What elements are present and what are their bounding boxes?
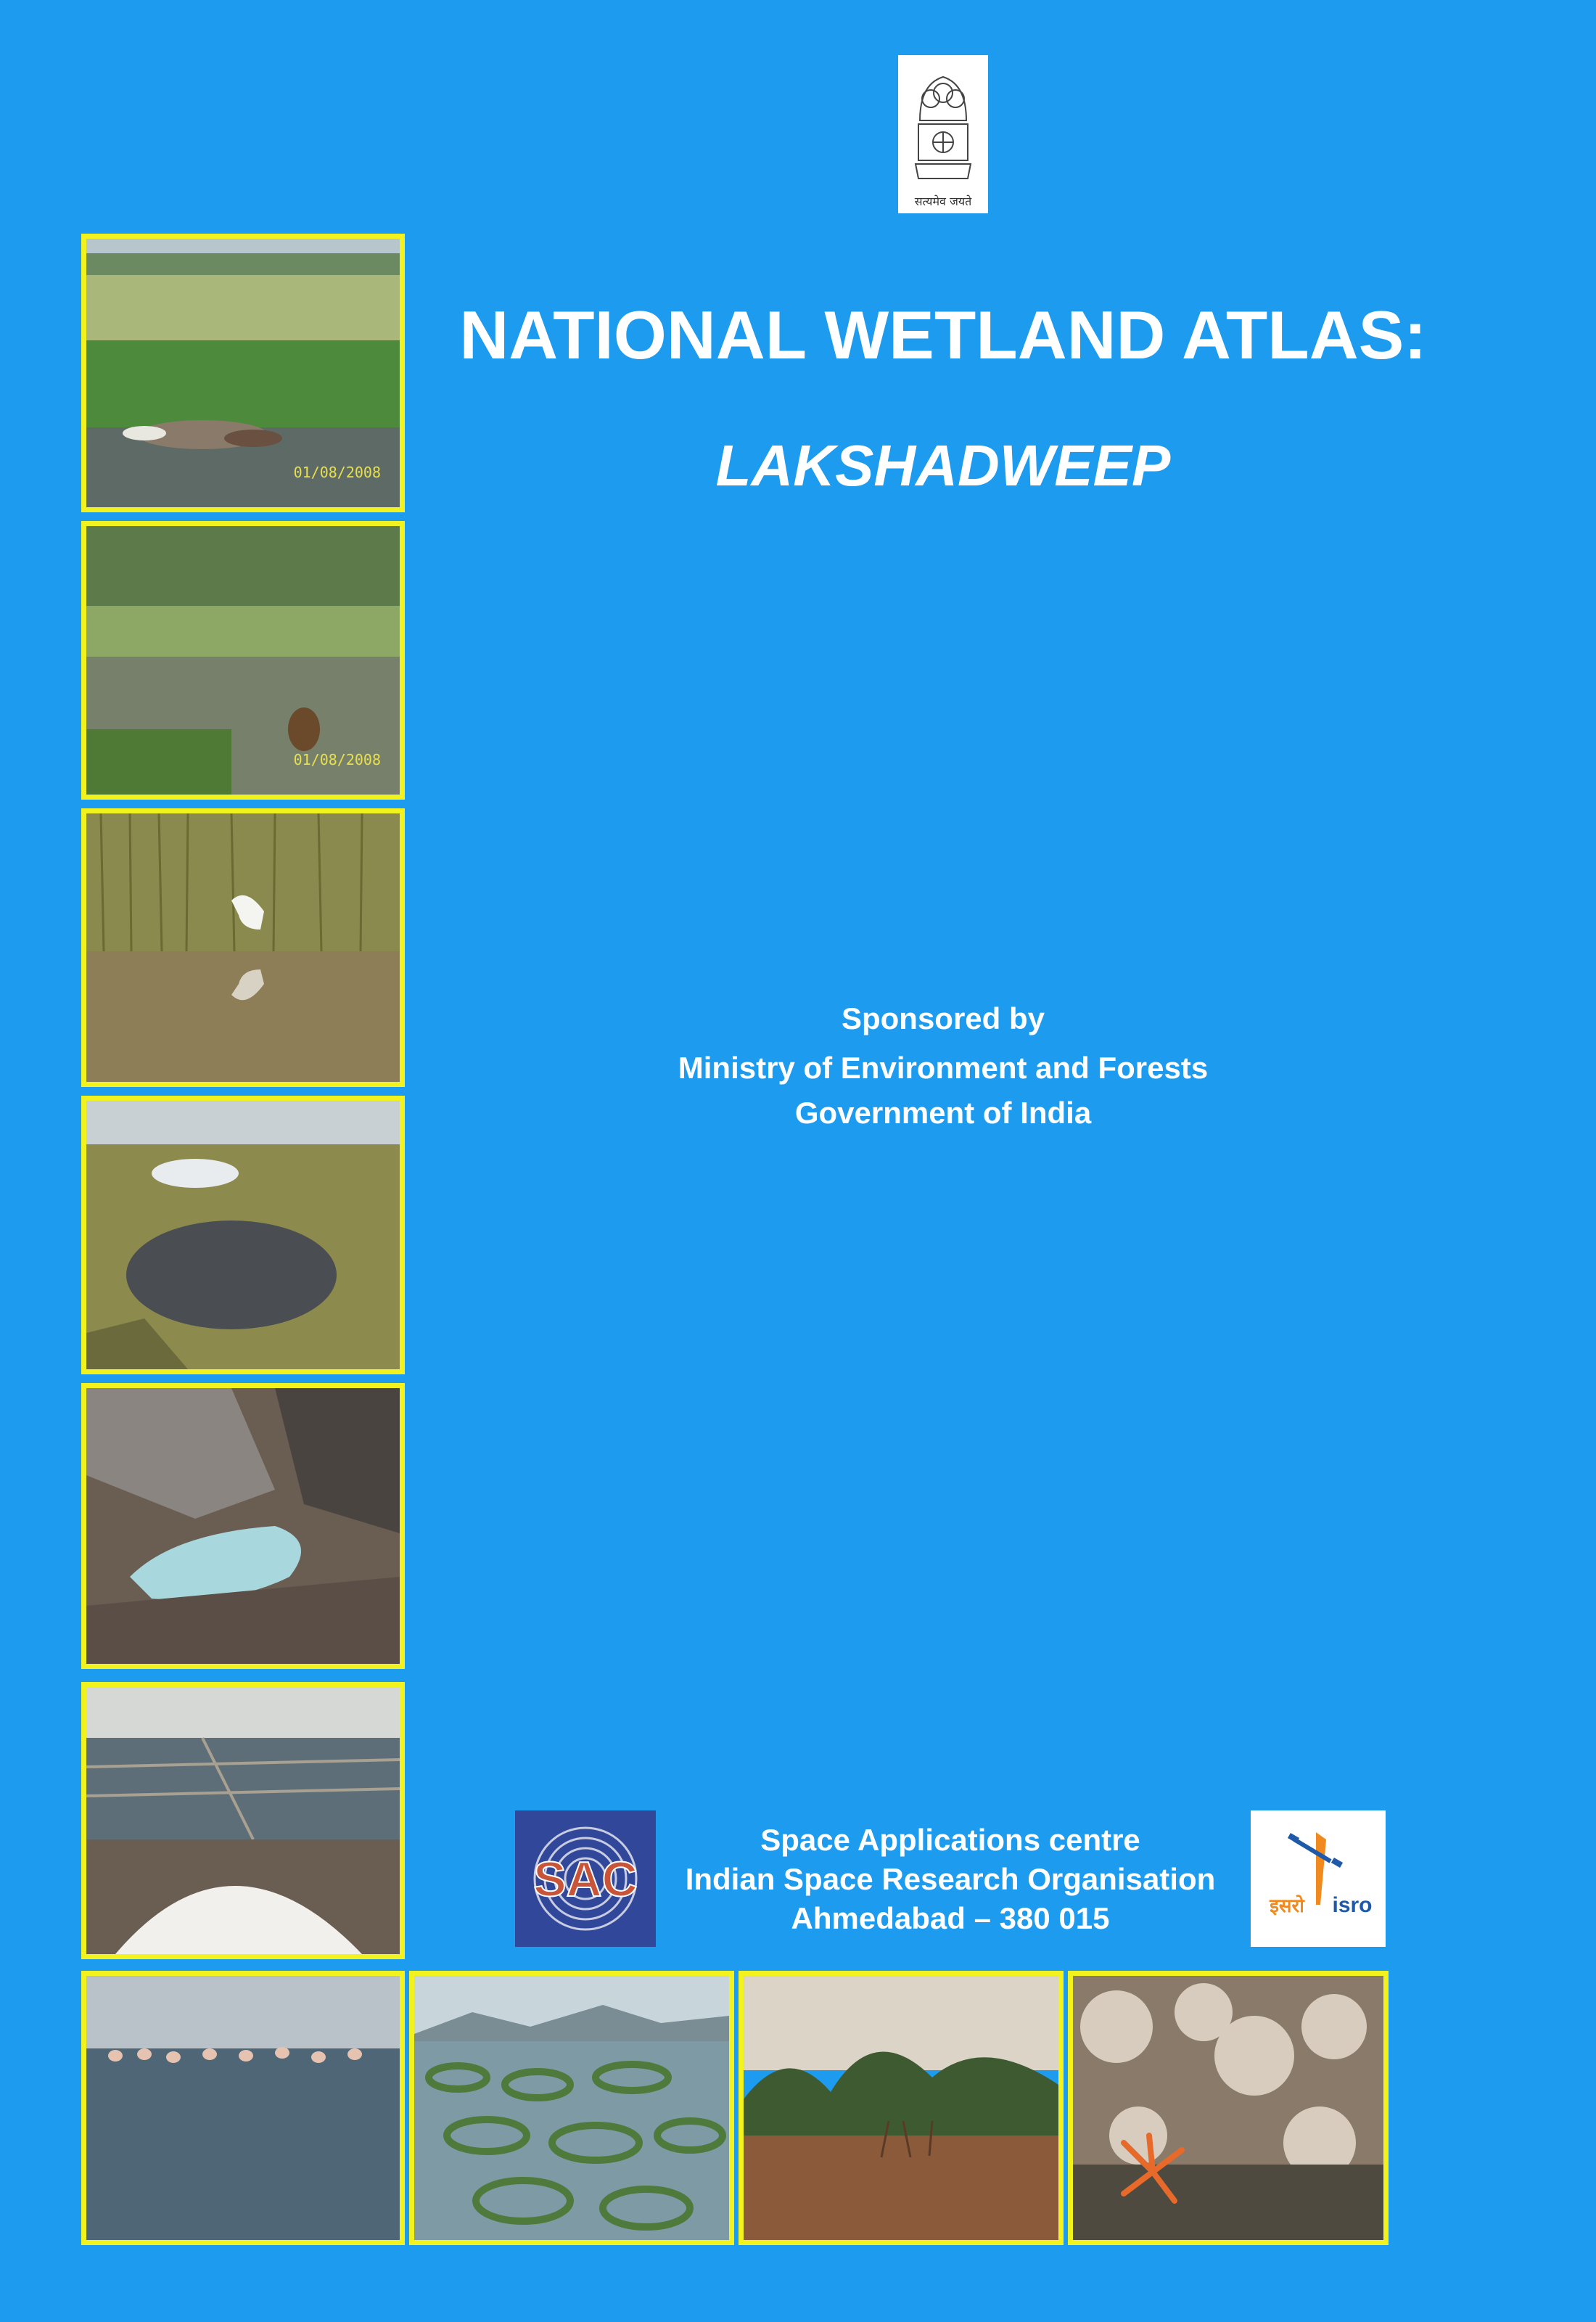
photo-frozen-lake [81, 1383, 405, 1669]
publisher-address: Ahmedabad – 380 015 [791, 1901, 1110, 1935]
photo-salt-pans [81, 1682, 405, 1959]
publisher-centre: Space Applications centre [760, 1823, 1140, 1857]
sponsor-ministry: Ministry of Environment and Forests [678, 1051, 1209, 1085]
isro-logo [1251, 1810, 1386, 1947]
publisher-organisation: Indian Space Research Organisation [685, 1862, 1216, 1896]
sponsor-government: Government of India [794, 1096, 1092, 1130]
emblem-motto: सत्यमेव जयते [914, 194, 972, 208]
photo-coral-starfish [1068, 1971, 1389, 2245]
photo-wetland-raptor [81, 521, 405, 800]
isro-hindi-text: इसरो [1270, 1895, 1304, 1917]
photo-flamingos [81, 1971, 405, 2245]
photo-mangroves [739, 1971, 1064, 2245]
atlas-subtitle: LAKSHADWEEP [715, 433, 1171, 498]
photo-wetland-birds [81, 234, 405, 512]
photo-datestamp: 01/08/2008 [293, 751, 381, 768]
atlas-title: NATIONAL WETLAND ATLAS: [459, 297, 1427, 373]
sac-logo [515, 1810, 656, 1947]
state-emblem [898, 55, 988, 213]
sac-logo-text: SAC [533, 1852, 638, 1907]
photo-mountain-lakes [81, 1096, 405, 1374]
photo-floating-islands [409, 1971, 734, 2245]
isro-text: isro [1332, 1893, 1373, 1917]
photo-datestamp: 01/08/2008 [293, 464, 381, 481]
sponsor-heading: Sponsored by [841, 1001, 1045, 1035]
photo-egret-reeds [81, 808, 405, 1087]
